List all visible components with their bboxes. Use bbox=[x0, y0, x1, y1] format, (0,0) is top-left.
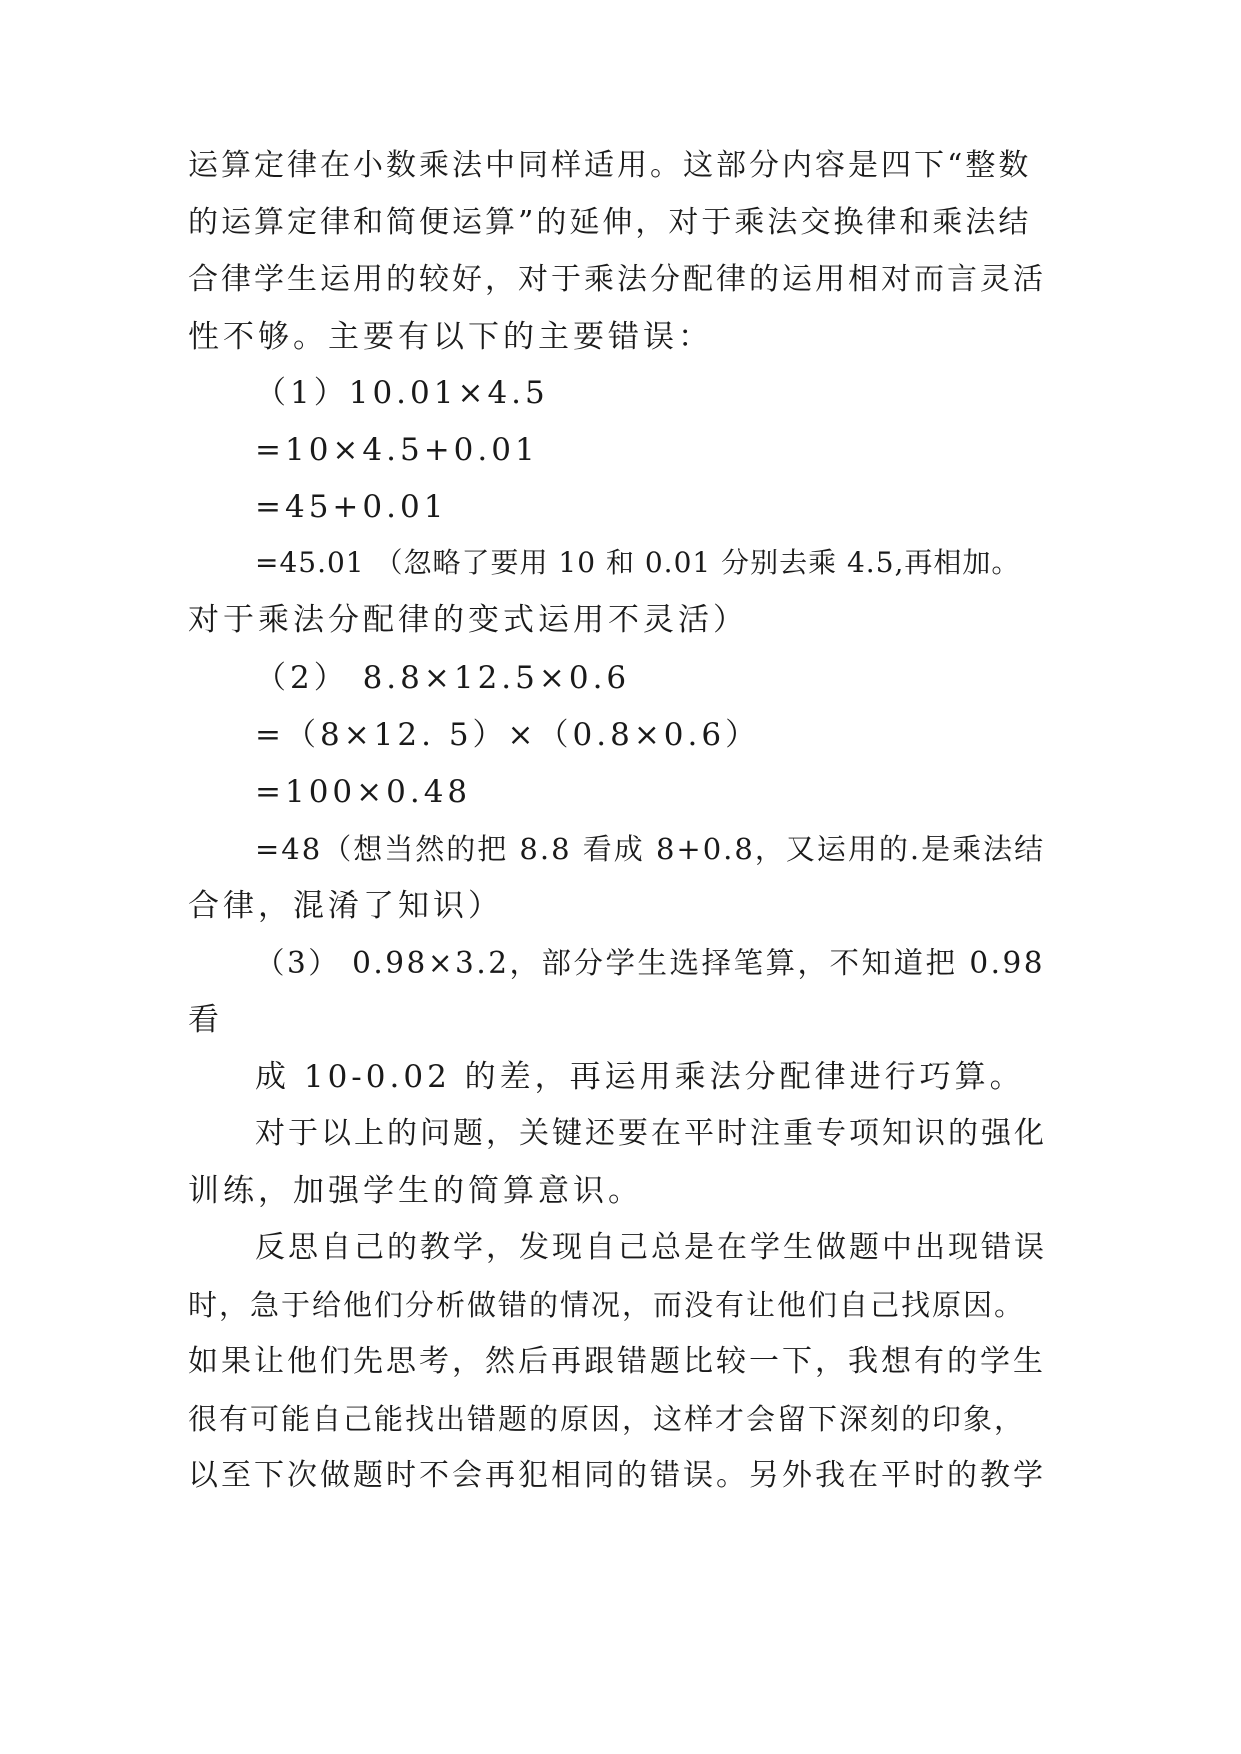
text-line: =45.01 （忽略了要用 10 和 0.01 分别去乘 4.5,再相加。 bbox=[255, 546, 1021, 579]
text-line: 很有可能自己能找出错题的原因，这样才会留下深刻的印象， bbox=[188, 1402, 1026, 1436]
text-line: 合律，混淆了知识） bbox=[188, 888, 503, 924]
text-line: 的运算定律和简便运算”的延伸，对于乘法交换律和乘法结 bbox=[188, 205, 1032, 240]
text-line: 以至下次做题时不会再犯相同的错误。另外我在平时的教学 bbox=[188, 1458, 1046, 1493]
text-line: =45+0.01 bbox=[255, 489, 448, 525]
text-line: 如果让他们先思考，然后再跟错题比较一下，我想有的学生 bbox=[188, 1344, 1046, 1379]
text-line: =100×0.48 bbox=[255, 774, 472, 810]
text-line: 时，急于给他们分析做错的情况，而没有让他们自己找原因。 bbox=[188, 1288, 1026, 1322]
text-line: （1）10.01×4.5 bbox=[255, 375, 549, 411]
text-line: 看 bbox=[188, 1002, 223, 1038]
text-line: =（8×12. 5）×（0.8×0.6） bbox=[255, 717, 761, 753]
text-line: 成 10-0.02 的差，再运用乘法分配律进行巧算。 bbox=[255, 1059, 1025, 1095]
text-line: 对于以上的问题，关键还要在平时注重专项知识的强化 bbox=[255, 1116, 1047, 1151]
text-line: 反思自己的教学，发现自己总是在学生做题中出现错误 bbox=[255, 1230, 1047, 1265]
text-line: =10×4.5+0.01 bbox=[255, 432, 539, 468]
text-line: （2） 8.8×12.5×0.6 bbox=[255, 660, 631, 696]
text-line: 运算定律在小数乘法中同样适用。这部分内容是四下“整数 bbox=[188, 148, 1032, 183]
text-line: 训练，加强学生的简算意识。 bbox=[188, 1173, 643, 1209]
text-line: （3） 0.98×3.2，部分学生选择笔算，不知道把 0.98 bbox=[255, 946, 1046, 980]
text-line: =48（想当然的把 8.8 看成 8+0.8，又运用的.是乘法结 bbox=[255, 832, 1046, 866]
text-line: 性不够。主要有以下的主要错误： bbox=[188, 319, 713, 355]
text-line: 对于乘法分配律的变式运用不灵活） bbox=[188, 602, 748, 638]
text-line: 合律学生运用的较好，对于乘法分配律的运用相对而言灵活 bbox=[188, 262, 1046, 297]
